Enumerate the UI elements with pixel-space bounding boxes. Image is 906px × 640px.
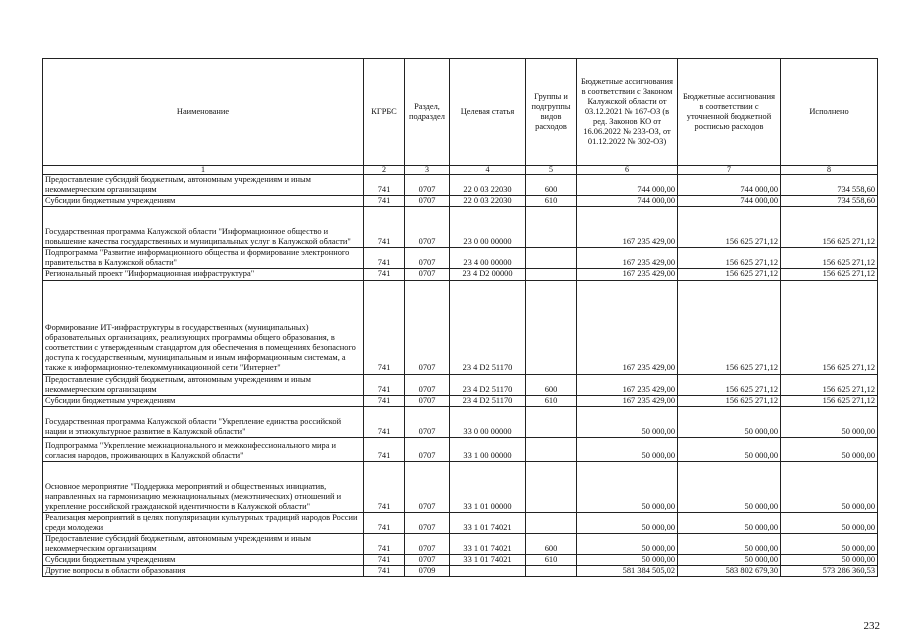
row-law-allocations: 581 384 505,02	[577, 566, 678, 577]
row-law-allocations: 50 000,00	[577, 437, 678, 461]
row-law-allocations: 50 000,00	[577, 512, 678, 533]
row-law-allocations: 50 000,00	[577, 555, 678, 566]
row-name: Подпрограмма "Развитие информационного общества и формирование электронного правительства в Калужской области"	[43, 248, 364, 269]
row-name: Субсидии бюджетным учреждениям	[43, 395, 364, 406]
table-row	[43, 269, 878, 280]
row-section: 0707	[405, 461, 450, 512]
row-executed: 156 625 271,12	[781, 248, 878, 269]
row-expense-group	[526, 207, 577, 248]
row-kgrbs: 741	[364, 248, 405, 269]
header-plan-allocations: Бюджетные ассигнования в соответствии с уточненной бюджетной росписью расходов	[678, 59, 781, 166]
table-row	[43, 437, 878, 461]
row-expense-group	[526, 437, 577, 461]
row-executed: 50 000,00	[781, 406, 878, 437]
table-row	[43, 175, 878, 196]
table-row	[43, 461, 878, 512]
row-section: 0707	[405, 555, 450, 566]
table-row	[43, 555, 878, 566]
row-plan-allocations: 744 000,00	[678, 196, 781, 207]
row-executed: 50 000,00	[781, 512, 878, 533]
column-number: 4	[450, 166, 526, 175]
row-kgrbs: 741	[364, 566, 405, 577]
table-row	[43, 374, 878, 395]
row-kgrbs: 741	[364, 175, 405, 196]
column-number: 2	[364, 166, 405, 175]
row-kgrbs: 741	[364, 395, 405, 406]
table-row	[43, 395, 878, 406]
row-plan-allocations: 583 802 679,30	[678, 566, 781, 577]
row-law-allocations: 50 000,00	[577, 406, 678, 437]
row-plan-allocations: 50 000,00	[678, 461, 781, 512]
row-expense-group: 610	[526, 196, 577, 207]
row-expense-group: 600	[526, 175, 577, 196]
row-section: 0707	[405, 512, 450, 533]
row-section: 0707	[405, 437, 450, 461]
row-law-allocations: 167 235 429,00	[577, 395, 678, 406]
row-target-article	[450, 566, 526, 577]
table-row	[43, 248, 878, 269]
table-row	[43, 534, 878, 555]
row-target-article: 33 1 01 74021	[450, 534, 526, 555]
row-target-article: 33 1 01 74021	[450, 555, 526, 566]
row-name: Субсидии бюджетным учреждениям	[43, 555, 364, 566]
row-kgrbs: 741	[364, 280, 405, 374]
row-target-article: 33 1 01 00000	[450, 461, 526, 512]
row-name: Реализация мероприятий в целях популяризации культурных традиций народов России среди молодежи	[43, 512, 364, 533]
row-plan-allocations: 50 000,00	[678, 437, 781, 461]
row-plan-allocations: 50 000,00	[678, 406, 781, 437]
page-number: 232	[863, 620, 880, 632]
row-plan-allocations: 50 000,00	[678, 534, 781, 555]
row-plan-allocations: 156 625 271,12	[678, 280, 781, 374]
row-name: Субсидии бюджетным учреждениям	[43, 196, 364, 207]
row-target-article: 23 4 D2 51170	[450, 395, 526, 406]
row-executed: 156 625 271,12	[781, 207, 878, 248]
row-executed: 156 625 271,12	[781, 395, 878, 406]
row-executed: 50 000,00	[781, 534, 878, 555]
column-number: 3	[405, 166, 450, 175]
row-expense-group	[526, 461, 577, 512]
row-kgrbs: 741	[364, 196, 405, 207]
row-expense-group	[526, 406, 577, 437]
row-executed: 573 286 360,53	[781, 566, 878, 577]
row-target-article: 33 0 00 00000	[450, 406, 526, 437]
row-expense-group	[526, 248, 577, 269]
column-number: 1	[43, 166, 364, 175]
row-law-allocations: 167 235 429,00	[577, 374, 678, 395]
row-name: Подпрограмма "Укрепление межнационального и межконфессионального мира и согласия народов, проживающих в Калужской области"	[43, 437, 364, 461]
row-kgrbs: 741	[364, 461, 405, 512]
row-executed: 734 558,60	[781, 175, 878, 196]
row-law-allocations: 744 000,00	[577, 196, 678, 207]
row-law-allocations: 167 235 429,00	[577, 269, 678, 280]
row-name: Государственная программа Калужской области "Информационное общество и повышение качества государственных и муниципальных услуг в Калужской области"	[43, 207, 364, 248]
row-target-article: 22 0 03 22030	[450, 175, 526, 196]
row-expense-group: 600	[526, 374, 577, 395]
table-row	[43, 406, 878, 437]
column-number: 8	[781, 166, 878, 175]
row-kgrbs: 741	[364, 534, 405, 555]
row-executed: 50 000,00	[781, 437, 878, 461]
row-kgrbs: 741	[364, 555, 405, 566]
row-plan-allocations: 156 625 271,12	[678, 248, 781, 269]
row-target-article: 22 0 03 22030	[450, 196, 526, 207]
row-plan-allocations: 744 000,00	[678, 175, 781, 196]
table-row	[43, 512, 878, 533]
row-target-article: 23 4 00 00000	[450, 248, 526, 269]
row-law-allocations: 167 235 429,00	[577, 280, 678, 374]
row-kgrbs: 741	[364, 269, 405, 280]
row-name: Предоставление субсидий бюджетным, автономным учреждениям и иным некоммерческим организациям	[43, 374, 364, 395]
row-target-article: 23 4 D2 51170	[450, 280, 526, 374]
row-executed: 156 625 271,12	[781, 280, 878, 374]
header-executed: Исполнено	[781, 59, 878, 166]
row-kgrbs: 741	[364, 512, 405, 533]
row-section: 0707	[405, 196, 450, 207]
row-plan-allocations: 156 625 271,12	[678, 395, 781, 406]
row-kgrbs: 741	[364, 374, 405, 395]
row-name: Предоставление субсидий бюджетным, автономным учреждениям и иным некоммерческим организациям	[43, 175, 364, 196]
row-plan-allocations: 156 625 271,12	[678, 207, 781, 248]
row-executed: 50 000,00	[781, 461, 878, 512]
column-number: 7	[678, 166, 781, 175]
row-plan-allocations: 156 625 271,12	[678, 374, 781, 395]
header-expense-group: Группы и подгруппы видов расходов	[526, 59, 577, 166]
row-expense-group	[526, 269, 577, 280]
row-law-allocations: 744 000,00	[577, 175, 678, 196]
table-row	[43, 280, 878, 374]
row-section: 0707	[405, 207, 450, 248]
row-section: 0707	[405, 395, 450, 406]
row-expense-group	[526, 566, 577, 577]
row-expense-group: 600	[526, 534, 577, 555]
row-law-allocations: 167 235 429,00	[577, 248, 678, 269]
row-name: Региональный проект "Информационная инфраструктура"	[43, 269, 364, 280]
column-number-row	[43, 166, 878, 175]
row-name: Предоставление субсидий бюджетным, автономным учреждениям и иным некоммерческим организациям	[43, 534, 364, 555]
row-expense-group: 610	[526, 555, 577, 566]
row-section: 0707	[405, 269, 450, 280]
row-law-allocations: 167 235 429,00	[577, 207, 678, 248]
header-row	[43, 59, 878, 166]
column-number: 6	[577, 166, 678, 175]
row-expense-group	[526, 512, 577, 533]
table-row	[43, 566, 878, 577]
row-plan-allocations: 50 000,00	[678, 512, 781, 533]
row-name: Формирование ИТ-инфраструктуры в государственных (муниципальных) образовательных организациях, реализующих программы общего образования, в соответствии с утвержденным стандартом для обеспечения в помещениях безопасного доступа к государственным, муниципальным и иным информационным системам, а также к информационно-телекоммуникационной сети "Интернет"	[43, 280, 364, 374]
row-target-article: 23 4 D2 00000	[450, 269, 526, 280]
row-kgrbs: 741	[364, 437, 405, 461]
row-section: 0709	[405, 566, 450, 577]
table-row	[43, 207, 878, 248]
row-name: Основное мероприятие "Поддержка мероприятий и общественных инициатив, направленных на гармонизацию межнациональных (межэтнических) отношений и укрепление российской гражданской идентичности в Калужской области"	[43, 461, 364, 512]
row-target-article: 23 4 D2 51170	[450, 374, 526, 395]
budget-table	[42, 58, 878, 577]
row-plan-allocations: 156 625 271,12	[678, 269, 781, 280]
row-kgrbs: 741	[364, 406, 405, 437]
header-target-article: Целевая статья	[450, 59, 526, 166]
header-name: Наименование	[43, 59, 364, 166]
row-name: Другие вопросы в области образования	[43, 566, 364, 577]
row-executed: 50 000,00	[781, 555, 878, 566]
row-target-article: 33 1 00 00000	[450, 437, 526, 461]
row-kgrbs: 741	[364, 207, 405, 248]
header-law-allocations: Бюджетные ассигнования в соответствии с Законом Калужской области от 03.12.2021 № 167-ОЗ (в ред. Законов КО от 16.06.2022 № 233-ОЗ, от 01.12.2022 № 302-ОЗ)	[577, 59, 678, 166]
table-row	[43, 196, 878, 207]
row-executed: 734 558,60	[781, 196, 878, 207]
row-target-article: 23 0 00 00000	[450, 207, 526, 248]
row-target-article: 33 1 01 74021	[450, 512, 526, 533]
column-number: 5	[526, 166, 577, 175]
row-section: 0707	[405, 175, 450, 196]
header-section: Раздел, подраздел	[405, 59, 450, 166]
row-executed: 156 625 271,12	[781, 374, 878, 395]
row-section: 0707	[405, 248, 450, 269]
row-law-allocations: 50 000,00	[577, 534, 678, 555]
row-name: Государственная программа Калужской области "Укрепление единства российской нации и этнокультурное развитие в Калужской области"	[43, 406, 364, 437]
row-plan-allocations: 50 000,00	[678, 555, 781, 566]
row-section: 0707	[405, 374, 450, 395]
row-law-allocations: 50 000,00	[577, 461, 678, 512]
row-executed: 156 625 271,12	[781, 269, 878, 280]
row-section: 0707	[405, 280, 450, 374]
row-expense-group	[526, 280, 577, 374]
row-section: 0707	[405, 406, 450, 437]
row-section: 0707	[405, 534, 450, 555]
header-kgrbs: КГРБС	[364, 59, 405, 166]
row-expense-group: 610	[526, 395, 577, 406]
